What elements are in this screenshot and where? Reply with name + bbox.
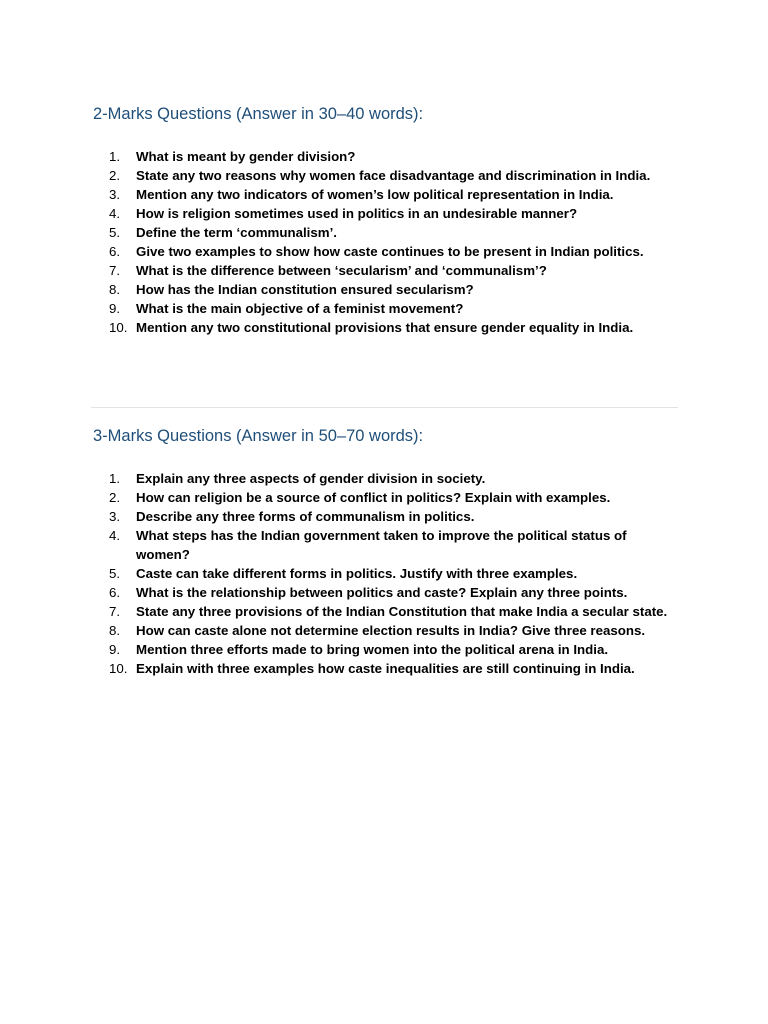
question-text: Give two examples to show how caste continues to be present in Indian politics. (136, 244, 644, 259)
item-number: 9. (109, 301, 121, 316)
item-number: 4. (109, 528, 121, 543)
section-heading: 3-Marks Questions (Answer in 50–70 words): (93, 427, 424, 445)
question-text: How has the Indian constitution ensured secularism? (136, 282, 474, 297)
item-number: 7. (109, 263, 121, 278)
section-divider (91, 407, 678, 408)
list-item (93, 166, 683, 185)
list-item (93, 299, 683, 318)
question-text: How can religion be a source of conflict in politics? Explain with examples. (136, 490, 611, 505)
question-text: Describe any three forms of communalism in politics. (136, 509, 475, 524)
list-item (93, 583, 683, 602)
list-item (93, 223, 683, 242)
list-item (93, 261, 683, 280)
list-item (93, 469, 683, 488)
item-number: 9. (109, 642, 121, 657)
question-text: Explain any three aspects of gender division in society. (136, 471, 486, 486)
question-text: Define the term ‘communalism’. (136, 225, 337, 240)
question-text: What is meant by gender division? (136, 149, 356, 164)
list-item (93, 280, 683, 299)
item-number: 7. (109, 604, 121, 619)
question-text: Mention any two constitutional provisions that ensure gender equality in India. (136, 320, 634, 335)
item-number: 1. (109, 149, 121, 164)
item-number: 1. (109, 471, 121, 486)
question-list (93, 147, 683, 337)
item-number: 3. (109, 509, 121, 524)
list-item (93, 242, 683, 261)
question-text: What is the main objective of a feminist movement? (136, 301, 464, 316)
section-3-marks (93, 425, 683, 676)
item-number: 6. (109, 244, 121, 259)
item-number: 5. (109, 225, 121, 240)
item-number: 2. (109, 490, 121, 505)
item-number: 5. (109, 566, 121, 581)
question-list (93, 469, 683, 678)
question-text: What is the difference between ‘secularism’ and ‘communalism’? (136, 263, 547, 278)
list-item (93, 621, 683, 640)
item-number: 8. (109, 623, 121, 638)
question-text: How is religion sometimes used in politics in an undesirable manner? (136, 206, 578, 221)
section-2-marks (93, 103, 683, 335)
question-text: How can caste alone not determine election results in India? Give three reasons. (136, 623, 646, 638)
item-number: 10. (109, 320, 128, 335)
list-item (93, 659, 683, 678)
list-item (93, 602, 683, 621)
list-item (93, 526, 683, 564)
question-text: State any two reasons why women face disadvantage and discrimination in India. (136, 168, 651, 183)
list-item (93, 507, 683, 526)
list-item (93, 185, 683, 204)
item-number: 4. (109, 206, 121, 221)
list-item (93, 147, 683, 166)
question-text: State any three provisions of the Indian Constitution that make India a secular state. (136, 604, 668, 619)
item-number: 6. (109, 585, 121, 600)
question-text: Caste can take different forms in politics. Justify with three examples. (136, 566, 578, 581)
list-item (93, 640, 683, 659)
item-number: 2. (109, 168, 121, 183)
section-heading: 2-Marks Questions (Answer in 30–40 words): (93, 105, 424, 123)
question-text: What is the relationship between politics and caste? Explain any three points. (136, 585, 628, 600)
list-item (93, 204, 683, 223)
list-item (93, 318, 683, 337)
list-item (93, 488, 683, 507)
question-text: Mention three efforts made to bring women into the political arena in India. (136, 642, 609, 657)
item-number: 3. (109, 187, 121, 202)
item-number: 10. (109, 661, 128, 676)
list-item (93, 564, 683, 583)
question-text: What steps has the Indian government taken to improve the political status of women? (136, 528, 627, 562)
question-text: Explain with three examples how caste inequalities are still continuing in India. (136, 661, 635, 676)
item-number: 8. (109, 282, 121, 297)
question-text: Mention any two indicators of women’s low political representation in India. (136, 187, 614, 202)
